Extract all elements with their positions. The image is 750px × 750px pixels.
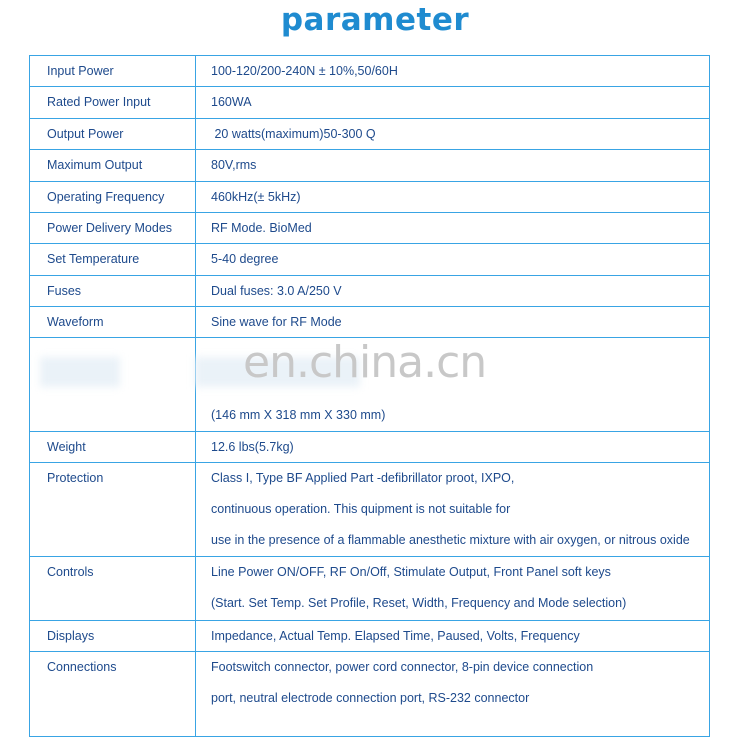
row-label: Fuses (47, 284, 82, 298)
row-value-line: 100-120/200-240N ± 10%,50/60H (211, 64, 398, 78)
column-divider (195, 621, 196, 651)
table-row (30, 119, 709, 150)
row-label: Set Temperature (47, 252, 140, 266)
table-row (30, 432, 709, 463)
row-value-line: 20 watts(maximum)50-300 Q (211, 127, 376, 141)
row-value (211, 432, 294, 463)
column-divider (195, 276, 196, 306)
column-divider (195, 244, 196, 275)
row-value (211, 652, 593, 714)
blurred-label-patch (40, 357, 120, 387)
row-value-line: continuous operation. This quipment is not suitable for (211, 502, 511, 517)
row-value-line: Dual fuses: 3.0 A/250 V (211, 284, 342, 298)
row-label: Weight (47, 440, 86, 454)
column-divider (195, 463, 196, 556)
row-label: Input Power (47, 64, 114, 78)
row-value (211, 244, 278, 275)
row-value-line: 160WA (211, 95, 252, 109)
parameter-table (29, 55, 710, 737)
column-divider (195, 56, 196, 86)
table-row (30, 463, 709, 557)
row-label: Maximum Output (47, 158, 143, 172)
page-title: parameter (280, 2, 470, 38)
row-value-line: (146 mm X 318 mm X 330 mm) (211, 408, 386, 422)
table-row (30, 621, 709, 652)
row-label: Protection (47, 471, 104, 485)
column-divider (195, 432, 196, 462)
row-value (211, 56, 398, 87)
row-value-line: 5-40 degree (211, 252, 279, 266)
column-divider (195, 557, 196, 620)
row-value (211, 463, 690, 557)
row-value (211, 621, 580, 652)
row-value (211, 307, 342, 338)
row-value-line: Line Power ON/OFF, RF On/Off, Stimulate Output, Front Panel soft keys (211, 565, 611, 579)
row-value-line: Impedance, Actual Temp. Elapsed Time, Paused, Volts, Frequency (211, 629, 580, 643)
watermark: en.china.cn (243, 337, 487, 388)
row-value-line: 460kHz(± 5kHz) (211, 190, 301, 204)
row-value-line: RF Mode. BioMed (211, 221, 312, 235)
table-row (30, 182, 709, 213)
column-divider (195, 307, 196, 337)
row-value (211, 213, 312, 244)
row-value-line: 12.6 lbs(5.7kg) (211, 440, 294, 454)
row-label: Controls (47, 565, 94, 579)
row-value (211, 182, 301, 213)
row-value-line: use in the presence of a flammable anesthetic mixture with air oxygen, or nitrous oxide (211, 533, 690, 548)
table-row (30, 87, 709, 119)
row-value (211, 87, 252, 118)
row-label: Connections (47, 660, 117, 674)
column-divider (195, 652, 196, 736)
table-row (30, 244, 709, 276)
table-row (30, 56, 709, 87)
column-divider (195, 87, 196, 118)
row-value-line: (Start. Set Temp. Set Profile, Reset, Width, Frequency and Mode selection) (211, 596, 627, 611)
table-row (30, 150, 709, 182)
row-value-line: Sine wave for RF Mode (211, 315, 342, 329)
table-row (30, 213, 709, 244)
column-divider (195, 213, 196, 243)
row-value-line: 80V,rms (211, 158, 257, 172)
column-divider (195, 119, 196, 149)
row-label: Waveform (47, 315, 104, 329)
row-label: Displays (47, 629, 95, 643)
table-row (30, 652, 709, 736)
table-row (30, 307, 709, 338)
row-value (211, 400, 385, 431)
table-row (30, 557, 709, 621)
row-value-line: port, neutral electrode connection port, RS-232 connector (211, 691, 530, 706)
column-divider (195, 182, 196, 212)
row-value (211, 557, 626, 619)
row-label: Output Power (47, 127, 124, 141)
row-label: Operating Frequency (47, 190, 165, 204)
row-value (211, 119, 376, 150)
row-value-line: Footswitch connector, power cord connector, 8-pin device connection (211, 660, 594, 674)
row-value (211, 276, 342, 307)
column-divider (195, 150, 196, 181)
row-value (211, 150, 256, 181)
row-label: Power Delivery Modes (47, 221, 173, 235)
row-label: Rated Power Input (47, 95, 151, 109)
row-value-line: Class I, Type BF Applied Part -defibrillator proot, IXPO, (211, 471, 515, 485)
table-row (30, 276, 709, 307)
